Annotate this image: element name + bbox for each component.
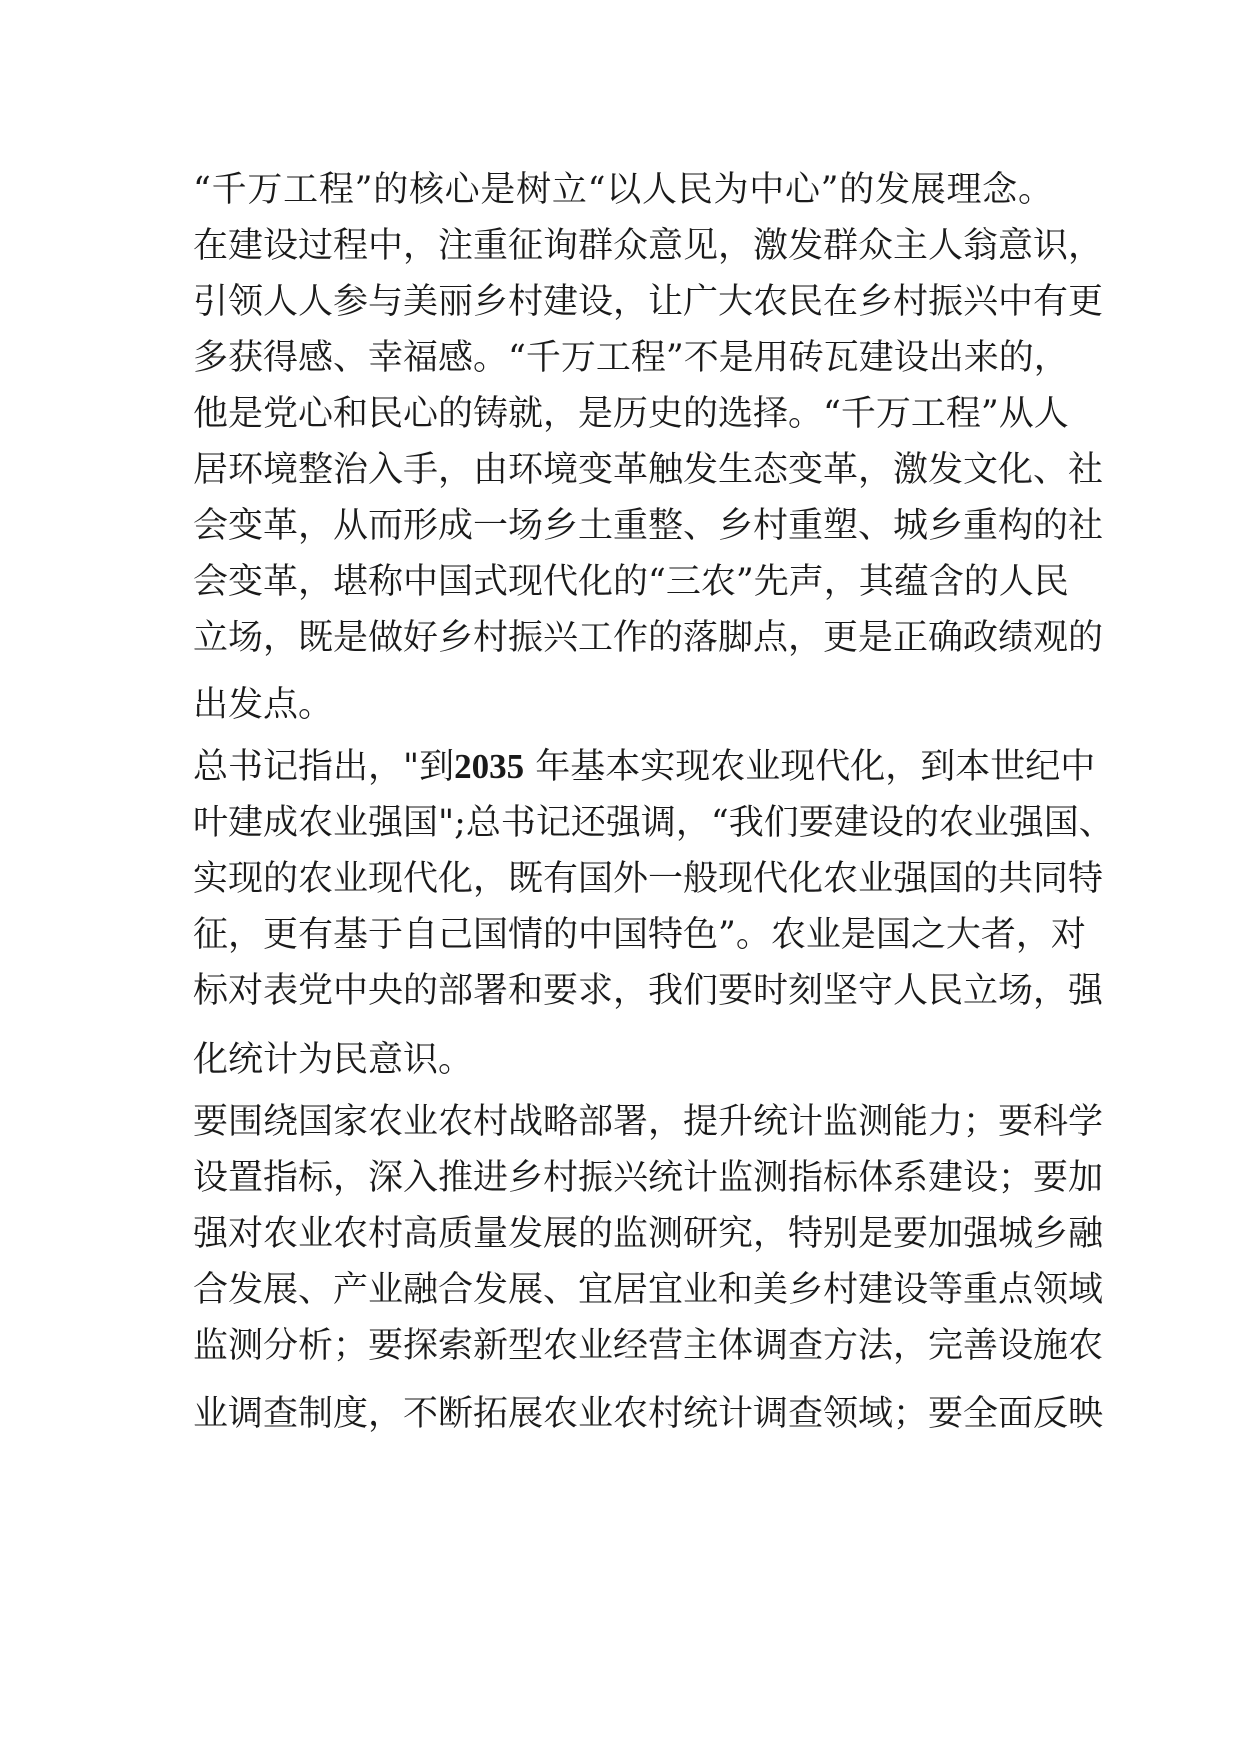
paragraph-1-line-5: 他是党心和民心的铸就，是历史的选择。“千万工程”从人 [193,394,1069,434]
paragraph-1-line-2: 在建设过程中，注重征询群众意见，激发群众主人翁意识， [193,226,1104,266]
paragraph-3-line-5: 监测分析；要探索新型农业经营主体调查方法，完善设施农 [193,1326,1104,1366]
paragraph-1-line-3: 引领人人参与美丽乡村建设，让广大农民在乡村振兴中有更 [193,282,1104,322]
paragraph-2-line-1 [193,737,1096,797]
paragraph-2-line-4: 征，更有基于自己国情的中国特色”。农业是国之大者，对 [193,915,1086,955]
paragraph-3-line-4: 合发展、产业融合发展、宜居宜业和美乡村建设等重点领域 [193,1270,1104,1310]
paragraph-1-line-4: 多获得感、幸福感。“千万工程”不是用砖瓦建设出来的， [193,338,1069,378]
year-number: 2035 [454,747,525,786]
paragraph-3-line-1: 要围绕国家农业农村战略部署，提升统计监测能力；要科学 [193,1102,1104,1142]
paragraph-1-line-10: 出发点。 [193,685,334,725]
paragraph-1-line-8: 会变革，堪称中国式现代化的“三农”先声，其蕴含的人民 [193,562,1069,602]
paragraph-1-line-6: 居环境整治入手，由环境变革触发生态变革，激发文化、社 [193,450,1104,490]
paragraph-2-line-6: 化统计为民意识。 [193,1040,474,1080]
paragraph-3-line-2: 设置指标，深入推进乡村振兴统计监测指标体系建设；要加 [193,1158,1104,1198]
paragraph-3-line-6: 业调查制度，不断拓展农业农村统计调查领域；要全面反映 [193,1394,1104,1434]
paragraph-2-line-2: 叶建成农业强国";总书记还强调，“我们要建设的农业强国、 [193,803,1114,843]
paragraph-2-line-1-pre: 总书记指出，"到 [193,747,455,787]
paragraph-1-line-7: 会变革，从而形成一场乡土重整、乡村重塑、城乡重构的社 [193,506,1104,546]
paragraph-1-line-9: 立场，既是做好乡村振兴工作的落脚点，更是正确政绩观的 [193,618,1104,658]
paragraph-1-line-1: “千万工程”的核心是树立“以人民为中心”的发展理念。 [193,170,1053,210]
paragraph-2-line-1-post: 年基本实现农业现代化，到本世纪中 [524,747,1096,787]
paragraph-2-line-3: 实现的农业现代化，既有国外一般现代化农业强国的共同特 [193,859,1104,899]
paragraph-3-line-3: 强对农业农村高质量发展的监测研究，特别是要加强城乡融 [193,1214,1104,1254]
paragraph-2-line-5: 标对表党中央的部署和要求，我们要时刻坚守人民立场，强 [193,971,1104,1011]
